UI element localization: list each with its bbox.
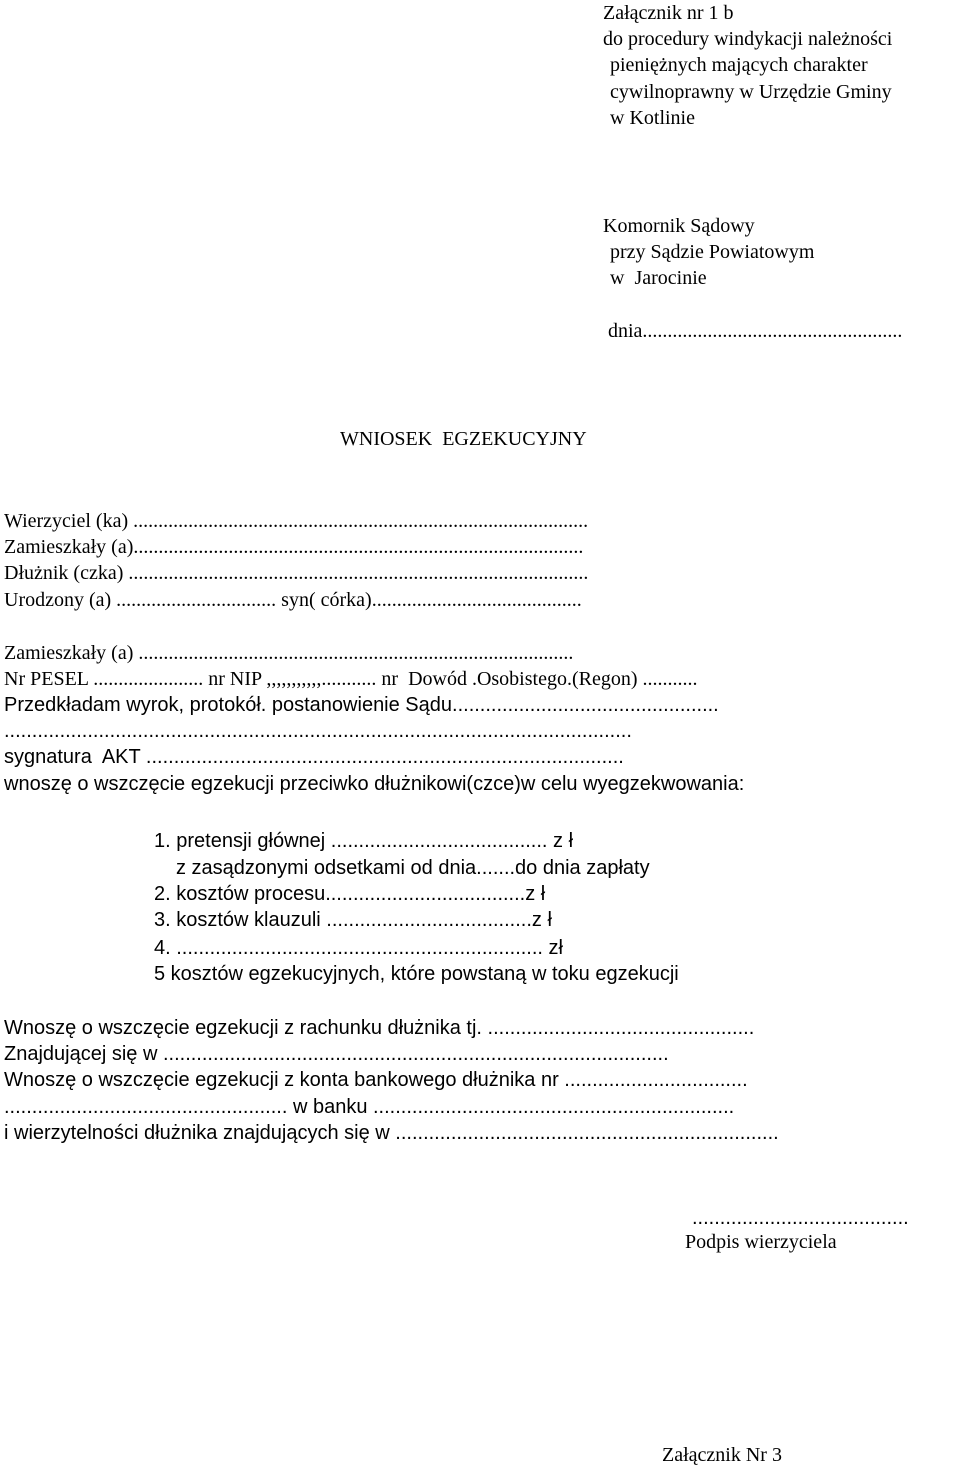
creditor-address-line: Zamieszkały (a).......................................................................................... (4, 536, 584, 558)
annex-line-3: pieniężnych mających charakter (610, 54, 868, 76)
signature-label: Podpis wierzyciela (685, 1231, 837, 1253)
enforcement-line-5: i wierzytelności dłużnika znajdujących się w ..................................................................... (4, 1122, 779, 1144)
signature-dots: ....................................... (692, 1207, 909, 1229)
addressee-line-3: w Jarocinie (610, 267, 707, 289)
enforcement-line-3: Wnoszę o wszczęcie egzekucji z konta bankowego dłużnika nr ................................. (4, 1069, 748, 1091)
addressee-line-2: przy Sądzie Powiatowym (610, 241, 815, 263)
item-5: 5 kosztów egzekucyjnych, które powstaną w toku egzekucji (154, 963, 679, 985)
creditor-line: Wierzyciel (ka) ........................................................................................... (4, 510, 589, 532)
item-1-interest: z zasądzonymi odsetkami od dnia.......do dnia zapłaty (176, 857, 650, 879)
debtor-address-line: Zamieszkały (a) ....................................................................................... (4, 642, 574, 664)
item-2: 2. kosztów procesu....................................z ł (154, 883, 546, 905)
enforcement-line-1: Wnoszę o wszczęcie egzekucji z rachunku dłużnika tj. ................................................ (4, 1017, 755, 1039)
annex-line-4: cywilnoprawny w Urzędzie Gminy (610, 81, 892, 103)
item-1: 1. pretensji głównej ....................................... z ł (154, 830, 574, 852)
annex-line-1: Załącznik nr 1 b (603, 2, 734, 24)
date-line: dnia.................................................... (608, 320, 903, 342)
judgment-line: Przedkładam wyrok, protokół. postanowienie Sądu................................................ (4, 694, 719, 716)
enforcement-line-4: ................................................... w banku ................................................................. (4, 1096, 735, 1118)
dots-line: ................................................................................................................. (4, 720, 632, 742)
item-4: 4. .................................................................. zł (154, 937, 563, 959)
page-title: WNIOSEK EGZEKUCYJNY (340, 428, 587, 450)
annex-line-2: do procedury windykacji należności (603, 28, 893, 50)
request-line: wnoszę o wszczęcie egzekucji przeciwko dłużnikowi(czce)w celu wyegzekwowania: (4, 773, 745, 795)
signature-ref-line: sygnatura AKT ...................................................................................... (4, 746, 624, 768)
annex-line-5: w Kotlinie (610, 107, 695, 129)
addressee-line-1: Komornik Sądowy (603, 215, 755, 237)
item-3: 3. kosztów klauzuli .....................................z ł (154, 909, 552, 931)
debtor-line: Dłużnik (czka) ............................................................................................ (4, 562, 589, 584)
born-line: Urodzony (a) ................................ syn( córka).......................................... (4, 589, 582, 611)
footer-annex: Załącznik Nr 3 (662, 1444, 782, 1466)
ids-line: Nr PESEL ...................... nr NIP ,,,,,,,,,,,........... nr Dowód .Osobistego.(Regon) ........... (4, 668, 698, 690)
enforcement-line-2: Znajdującej się w ........................................................................................... (4, 1043, 669, 1065)
